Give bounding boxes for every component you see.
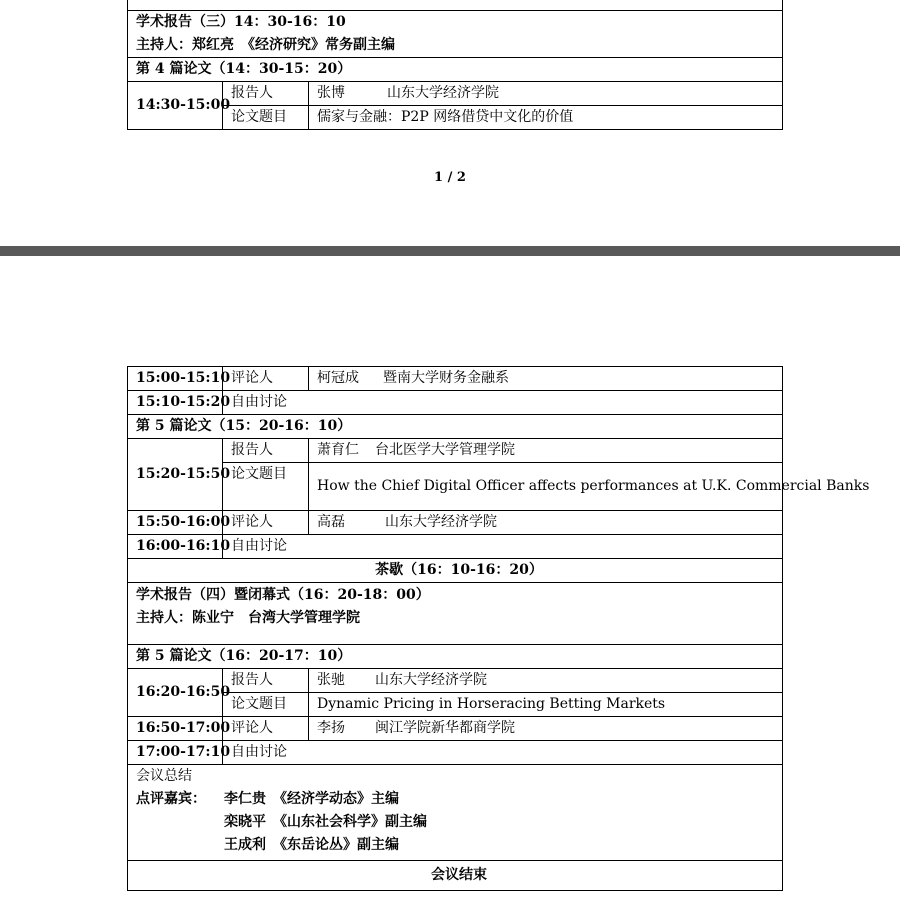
table-row: [128, 741, 783, 765]
schedule-table-page-2: [127, 366, 870, 891]
reviewer-entry: 王成利 《东岳论丛》副主编: [224, 837, 399, 853]
presenter-cell: [309, 82, 783, 106]
commentator-affiliation: 闽江学院新华都商学院: [375, 720, 515, 736]
table-row: [128, 439, 783, 463]
role-cell: 报告人: [223, 669, 309, 693]
table-row: [128, 583, 783, 645]
free-discussion-cell: 自由讨论: [223, 535, 783, 559]
role-cell: 论文题目: [223, 106, 309, 130]
role-cell: 报告人: [223, 439, 309, 463]
closing-row: 会议结束: [128, 861, 783, 891]
presenter-cell: [309, 439, 783, 463]
table-row: [128, 861, 783, 891]
presenter-name: 张驰: [317, 672, 345, 688]
table-row: [128, 535, 783, 559]
table-row: [128, 391, 783, 415]
time-cell: 15:20-15:50: [128, 439, 223, 511]
commentator-affiliation: 暨南大学财务金融系: [383, 370, 509, 386]
role-cell: 论文题目: [223, 693, 309, 717]
role-cell: 评论人: [223, 717, 309, 741]
document-page-2: [0, 256, 900, 906]
session-4-title: 学术报告（四）暨闭幕式（16：20-18：00）: [136, 587, 430, 603]
time-cell: 14:30-15:00: [128, 82, 223, 130]
table-row: [128, 367, 783, 391]
paper-5a-heading: 第 5 篇论文（15：20-16：10）: [128, 415, 783, 439]
time-cell: 17:00-17:10: [128, 741, 223, 765]
role-cell: 报告人: [223, 82, 309, 106]
paper-title-cell: 儒家与金融：P2P 网络借贷中文化的价值: [309, 106, 783, 130]
free-discussion-cell: 自由讨论: [223, 391, 783, 415]
time-cell: 15:50-16:00: [128, 511, 223, 535]
reviewer-entry: 李仁贵 《经济学动态》主编: [224, 791, 399, 807]
summary-heading: 会议总结: [136, 768, 192, 784]
schedule-table-page-1: [127, 0, 783, 130]
reviewer-line: [136, 788, 782, 811]
session-3-title: 学术报告（三）14：30-16：10: [136, 14, 346, 30]
table-row: [128, 11, 783, 58]
commentator-cell: [309, 367, 783, 391]
table-row: [128, 645, 783, 669]
time-cell: 16:20-16:50: [128, 669, 223, 717]
table-row: [128, 765, 783, 861]
presenter-cell: [309, 669, 783, 693]
commentator-cell: [309, 717, 783, 741]
reviewers-label: 点评嘉宾：: [136, 791, 206, 807]
time-cell: 16:50-17:00: [128, 717, 223, 741]
table-row: [128, 415, 783, 439]
role-cell: 评论人: [223, 367, 309, 391]
paper-title-cell: How the Chief Digital Officer affects performances at U.K. Commercial Banks: [309, 463, 783, 511]
session-4-host: 主持人：陈业宁 台湾大学管理学院: [136, 610, 360, 626]
tea-break-row: 茶歇（16：10-16：20）: [128, 559, 783, 583]
paper-5b-heading: 第 5 篇论文（16：20-17：10）: [128, 645, 783, 669]
commentator-affiliation: 山东大学经济学院: [385, 514, 497, 530]
presenter-affiliation: 山东大学经济学院: [387, 85, 499, 101]
presenter-name: 萧育仁: [317, 442, 359, 458]
role-cell: 论文题目: [223, 463, 309, 511]
table-row: [128, 0, 783, 11]
presenter-name: 张博: [317, 85, 345, 101]
free-discussion-cell: 自由讨论: [223, 741, 783, 765]
table-row: [128, 82, 783, 106]
commentator-name: 柯冠成: [317, 370, 359, 386]
summary-cell: [128, 765, 783, 861]
table-row: [128, 511, 783, 535]
time-cell: 15:10-15:20: [128, 391, 223, 415]
page-separator: [0, 246, 900, 256]
commentator-name: 高磊: [317, 514, 345, 530]
paper-title-cell: Dynamic Pricing in Horseracing Betting Markets: [309, 693, 783, 717]
table-row: [128, 669, 783, 693]
reviewer-line: [136, 811, 782, 834]
commentator-name: 李扬: [317, 720, 345, 736]
table-row: [128, 717, 783, 741]
table-row: [128, 559, 783, 583]
time-cell: 15:00-15:10: [128, 367, 223, 391]
session-3-host: 主持人：郑红亮 《经济研究》常务副主编: [136, 37, 395, 53]
presenter-affiliation: 山东大学经济学院: [375, 672, 487, 688]
role-cell: 评论人: [223, 511, 309, 535]
document-page-1: [0, 0, 900, 246]
time-cell: 16:00-16:10: [128, 535, 223, 559]
page-number: 1 / 2: [434, 170, 466, 185]
session-4-header: [128, 583, 783, 645]
presenter-affiliation: 台北医学大学管理学院: [375, 442, 515, 458]
paper-4-heading: 第 4 篇论文（14：30-15：20）: [128, 58, 783, 82]
reviewer-line: [136, 834, 782, 857]
session-3-header: [128, 11, 783, 58]
reviewer-entry: 栾晓平 《山东社会科学》副主编: [224, 814, 427, 830]
commentator-cell: [309, 511, 783, 535]
table-row: [128, 58, 783, 82]
